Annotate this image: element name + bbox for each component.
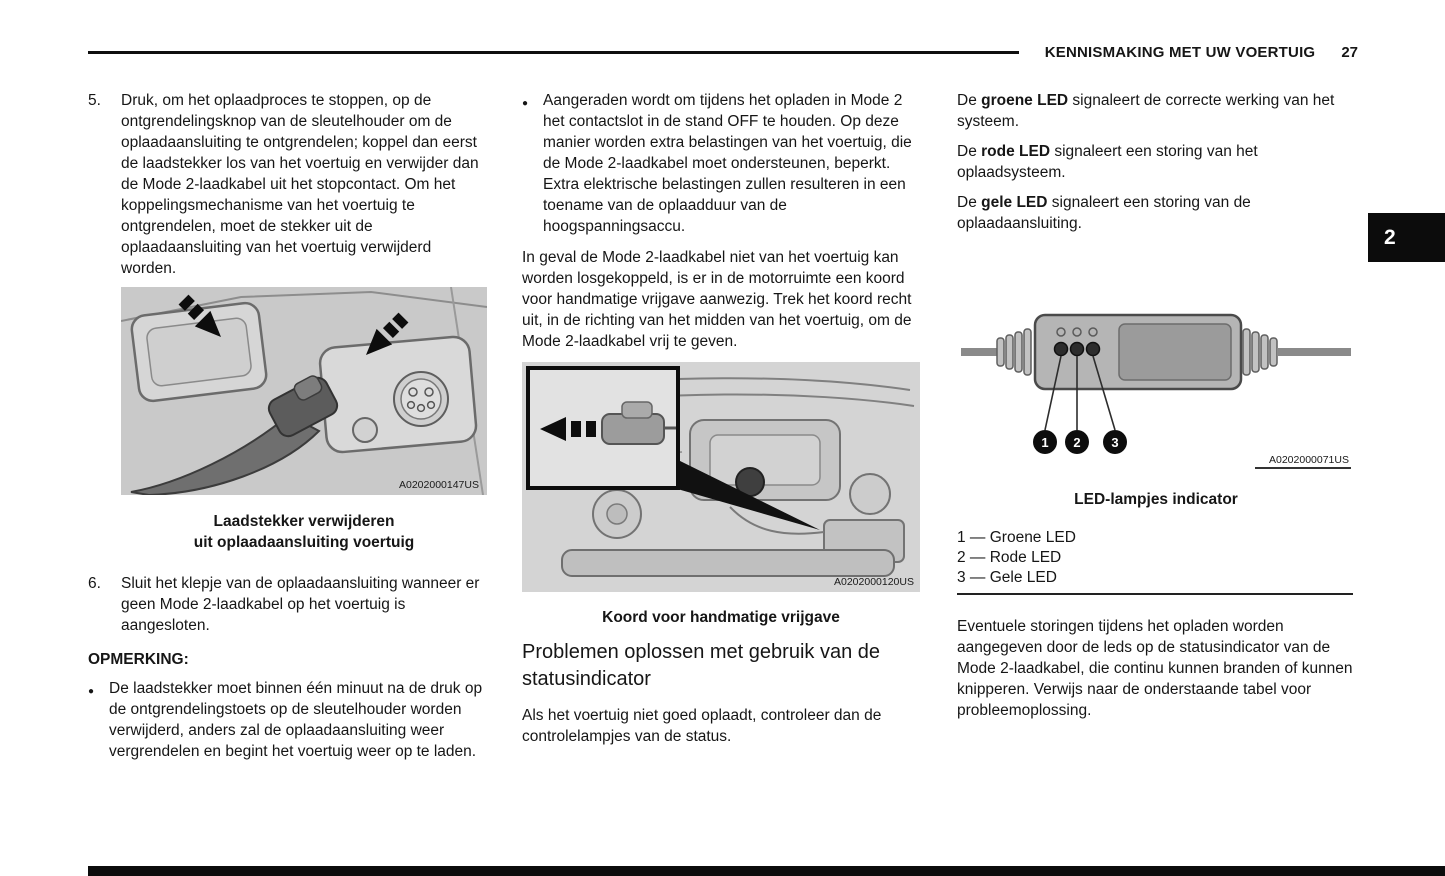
- bullet-icon: ●: [522, 98, 529, 109]
- footer-bar: [88, 866, 1445, 876]
- text-segment: De: [957, 194, 982, 211]
- bullet-item: [522, 90, 922, 237]
- led-yellow-term: gele LED: [981, 194, 1048, 211]
- paragraph: Als het voertuig niet goed oplaadt, controleer dan de controlelampjes van de status.: [522, 707, 882, 745]
- bullet-text: Aangeraden wordt om tijdens het opladen in Mode 2 het contactslot in de stand OFF te houden. Op deze manier worden extra belastingen van het voertuig, die de Mode 2-laadkabel moet ondersteunen, beperkt. Extra elektrische belastingen zullen resulteren in een toename van de oplaadduur van de hoogspanningsaccu.: [543, 92, 912, 235]
- text-segment: signaleert een storing van de oplaadaansluiting.: [957, 194, 1251, 232]
- figure-code: A0202000120US: [834, 576, 914, 588]
- callout-2: [1065, 430, 1089, 454]
- column-right: [957, 90, 1357, 721]
- bullet-icon: ●: [88, 686, 95, 697]
- paragraph: In geval de Mode 2-laadkabel niet van het voertuig kan worden losgekoppeld, is er in de motorruimte een koord voor handmatige vrijgave aanwezig. Trek het koord recht uit, in de richting van het midden van het voertuig, om de Mode 2-laadkabel vrij te geven.: [522, 249, 912, 350]
- callout-3: [1103, 430, 1127, 454]
- text-segment: signaleert een storing van het oplaadsysteem.: [957, 143, 1258, 181]
- svg-text:1: 1: [1041, 435, 1049, 450]
- led-red-paragraph: [957, 141, 1357, 183]
- figure-charge-plug-removal: [121, 287, 488, 495]
- legend-item: 1 — Groene LED: [957, 529, 1076, 546]
- control-box-panel: [1119, 324, 1231, 380]
- figure2-caption: Koord voor handmatige vrijgave: [602, 609, 840, 626]
- step-6-text: Sluit het klepje van de oplaadaansluiting wanneer er geen Mode 2-laadkabel op het voertuig is aangesloten.: [121, 575, 480, 634]
- figure1-caption: [121, 511, 487, 553]
- led-red-term: rode LED: [981, 143, 1051, 160]
- step-6-number: 6.: [88, 575, 101, 592]
- led-green-term: groene LED: [981, 92, 1069, 109]
- header-page-number: 27: [1341, 44, 1358, 61]
- header-rule: [88, 51, 1019, 54]
- text-segment: signaleert de correcte werking van het systeem.: [957, 92, 1335, 130]
- step-6: [88, 573, 488, 636]
- text-segment: De: [957, 92, 982, 109]
- led-legend: [957, 528, 1357, 588]
- figure-code-rule: [1255, 467, 1351, 469]
- step-5-number: 5.: [88, 92, 101, 109]
- figure-code: A0202000147US: [399, 479, 479, 491]
- note-bullet-item: [88, 678, 488, 762]
- led-green-paragraph: [957, 90, 1357, 132]
- step-5: [88, 90, 488, 279]
- led-yellow-paragraph: [957, 192, 1357, 234]
- column-left: [88, 90, 488, 762]
- charge-port-door: [130, 302, 268, 403]
- note-label: OPMERKING:: [88, 651, 189, 668]
- page-header: [88, 44, 1358, 61]
- legend-rule: [957, 593, 1353, 595]
- text-segment: De: [957, 143, 982, 160]
- closing-paragraph: Eventuele storingen tijdens het opladen worden aangegeven door de leds op de statusindicator van de Mode 2-laadkabel, die continu kunnen branden of kunnen knipperen. Verwijs naar de onderstaande tabel voor probleemoplossing.: [957, 618, 1353, 719]
- chapter-tab: 2: [1368, 213, 1445, 262]
- inset-detail: [528, 368, 678, 488]
- section-heading: Problemen oplossen met gebruik van de statusindicator: [522, 641, 880, 690]
- callout-1: [1033, 430, 1057, 454]
- legend-item: 2 — Rode LED: [957, 549, 1062, 566]
- figure-code: A0202000071US: [1269, 454, 1349, 466]
- engine-bay-illustration: [522, 362, 920, 592]
- caption-line: Laadstekker verwijderen: [213, 513, 395, 530]
- charge-plug-removal-illustration: [121, 287, 487, 495]
- legend-item: 3 — Gele LED: [957, 569, 1057, 586]
- figure-led-indicator: [957, 290, 1357, 475]
- column-middle: [522, 90, 922, 747]
- svg-text:3: 3: [1111, 435, 1119, 450]
- header-title: KENNISMAKING MET UW VOERTUIG: [1044, 44, 1316, 61]
- figure-manual-release: [522, 362, 922, 592]
- led-indicator-illustration: [957, 290, 1355, 475]
- figure3-caption: LED-lampjes indicator: [1074, 491, 1238, 508]
- step-5-text: Druk, om het oplaadproces te stoppen, op de ontgrendelingsknop van de sleutelhouder om de oplaadaansluiting te ontgrendelen; koppel dan eerst de laadstekker los van het voertuig en verwijder dan de Mode 2-laadkabel uit het stopcontact. Om het koppelingsmechanisme van het voertuig te ontgrendelen, moet de stekker uit de oplaadaansluiting van het voertuig verwijderd worden.: [121, 92, 479, 277]
- svg-text:2: 2: [1073, 435, 1081, 450]
- note-bullet-text: De laadstekker moet binnen één minuut na de druk op de ontgrendelingstoets op de sleutelhouder worden verwijderd, anders zal de oplaadaansluiting weer vergrendelen en begint het voertuig weer op te laden.: [109, 680, 483, 760]
- caption-line: uit oplaadaansluiting voertuig: [193, 534, 415, 551]
- charge-port: [319, 336, 478, 454]
